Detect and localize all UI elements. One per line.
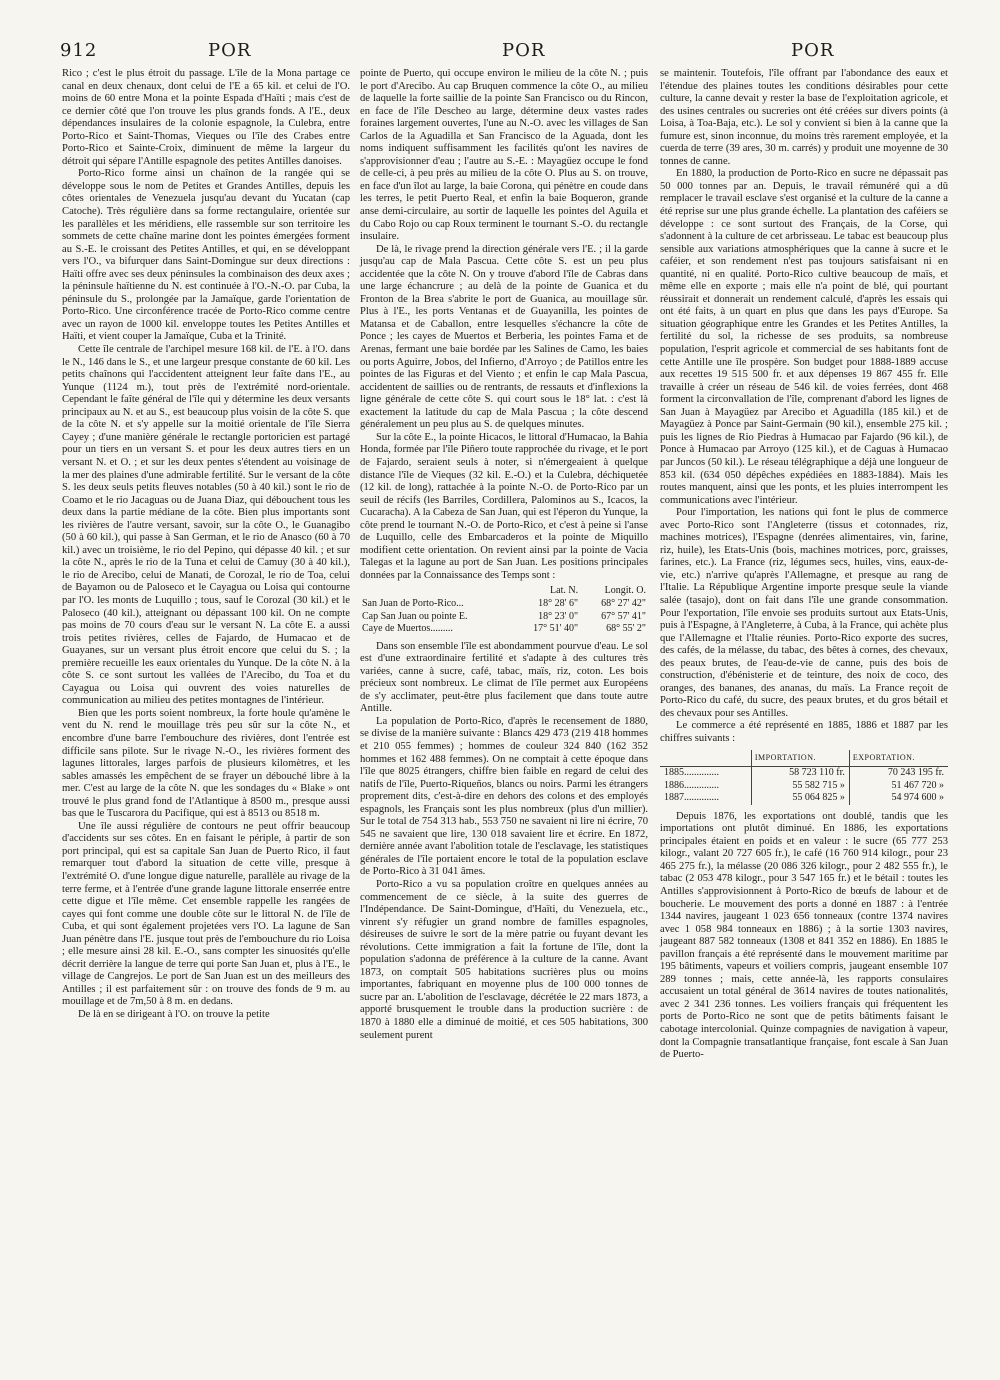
table-row xyxy=(660,792,948,805)
paragraph: Cette île centrale de l'archipel mesure 168 kil. de l'E. à l'O. dans le N., 146 dans le S., et une largeur presque constante de 60 kil. Les petits chaînons qui l'accidentent atteignent leur faîte dans l'E., au Yunque (1124 m.), tout près de l'extrémité nord-orientale. Cependant le faîte général de l'île qui y détermine les deux versants principaux au N. et au S., est beaucoup plus voisin de la côte S. que de la côte N. et s'y appelle sur la moitié orientale de l'île Sierra Cayey ; d'une manière générale le rectangle portoricien est partagé pour un tiers en un versant S. et pour les deux autres tiers en un versant N. et O. ; et sur les deux pentes s'étendent au voisinage de la mer des plaines d'une admirable fertilité. Sur le versant de la côte S. les deux seuls petits fleuves notables (50 à 40 kil.) sont le rio de Coamo et le rio Jacaguas ou de Juana Diaz, qui débouchent tous les deux dans la partie médiane de la côte. Bien plus importants sont les rivières de l'autre versant, savoir, sur la côte O., le Guanagibo (50 à 60 kil.), qui passe à San German, et le rio de Anasco (60 à 70 kil.) avec un troisième, le rio del Pepino, qui dépasse 40 kil. ; et sur la côte N., après le rio de la Tuna et celui de Camuy (30 à 40 kil.), le rio de Arecibo, celui de Manati, de Corozal, le rio de Toa, celui de Bayamon ou de Paloseco et le Cayagua ou Loisa qui contourne par l'O. les monts de Luquillo ; tous, sauf le Corozal (30 kil.) et le Paloseco (40 kil.), atteignant ou dépassant 100 kil. On ne compte pas moins de 70 cours d'eau sur le versant N. La côte E. a aussi trois petites rivières, celles de Fajardo, de Humacao et de Guayanes, sur un versant plus étroit encore que celui du S. ; la première recueille les eaux orientales du Yunque. De la côte N. à la côte S. ce sont surtout les vallées de l'Arecibo, du Toa et du Cayagua ou Loisa qui ouvrent des voies naturelles de communication au milieu des petites montagnes de l'intérieur. xyxy=(62,344,350,707)
table-cell: 17° 51' 40" xyxy=(533,623,579,635)
table-cell: 1887.............. xyxy=(664,792,719,804)
table-cell: 1885.............. xyxy=(664,767,719,779)
table-row xyxy=(660,780,948,793)
paragraph: Depuis 1876, les exportations ont doublé, tandis que les importations ont plutôt diminué. En 1886, les exportations principales étaient en poids et en valeur : le sucre (65 777 253 kilogr., valant 20 727 605 fr.), le café (16 760 914 kilogr., pour 23 465 275 fr.), la mélasse (20 086 326 kilogr., pour 2 482 555 fr.), le tabac (2 053 478 kilogr., pour 3 547 165 fr.) et le bétail : toutes les Antilles s'approvisionnent à Porto-Rico de bœufs de labour et de boucherie. Le mouvement des ports a donné en 1887 : à l'entrée 1344 navires, jaugeant 1 023 656 tonneaux (contre 1374 navires avec 1 058 984 tonneaux en 1886) ; à la sortie 1303 navires, jaugeant 887 582 tonneaux (1308 et 841 352 en 1886). En 1885 le pavillon français a été représenté dans le mouvement maritime par 195 bâtiments, vapeurs et voiliers compris, jaugeant ensemble 107 289 tonnes ; mais, cette année-là, les rapports consulaires accusaient un total général de 3614 navires de toutes nationalités, avec 2 341 236 tonnes. Les voiliers français qui fréquentent les ports de Porto-Rico ne sont que de petits bâtiments faisant le cabotage intercolonial. Quinze compagnies de navigation à vapeur, dont la Compagnie transatlantique française, font escale à San Juan de Puerto- xyxy=(660,810,948,1061)
running-head-right: POR xyxy=(791,40,835,61)
table-row xyxy=(660,767,948,780)
paragraph: De là, le rivage prend la direction générale vers l'E. ; il la garde jusqu'au cap de Mala Pascua. Cette côte S. est un peu plus accidentée que la côte N. On y trouve d'abord l'île de Cabras dans une large échancrure ; au delà de la pointe de Guanica et du Fronton de la Brea s'abrite le port de Guanica, au mouillage sûr. Plus à l'E., les ports Ventanas et de Guayanilla, les pointes de Matansa et de Caballon, entre lesquelles s'échancre la côte de Ponce ; les cayes de Muertos et Berberia, les pointes Fama et de Arenas, fermant une baie bordée par les Salines de Camo, les baies ou ports Aguirre, Jobos, del Infierno, d'Arroyo ; de Patillos entre les pointes de las Figuras et del Viento ; et enfin le cap Mala Pascua, accidentent de saillies ou de rentrants, de ressauts et d'inflexions la ligne générale de cette côte S. qui court sous le 18° lat. : c'est là exactement la latitude du cap de Mala Pascua ; la côte descend généralement un peu plus au S. de quelques minutes. xyxy=(360,243,648,431)
text-column-1 xyxy=(62,68,350,1022)
table-cell: 58 723 110 fr. xyxy=(751,767,849,780)
table-cell: 67° 57' 41" xyxy=(601,610,646,622)
table-row xyxy=(360,598,648,611)
table-cell: 1886.............. xyxy=(664,779,719,791)
table-cell: 68° 55' 2" xyxy=(606,623,646,635)
paragraph: pointe de Puerto, qui occupe environ le milieu de la côte N. ; puis le port d'Arecibo. Au cap Bruquen commence la côte O., au milieu de laquelle la forte saillie de la pointe San Francisco ou du Rincon, en face de l'île Descheo au large, détermine deux vastes rades foraines largement ouvertes, l'une au N.-O. avec les villages de San Carlos de la Aguadilla et San Francisco de la Aguada, dont les noms indiquent suffisamment les facilités qu'ont les navires de s'approvisionner d'eau ; l'autre au S.-E. : Mayagüez occupe le fond de celle-ci, à peu près au milieu de la côte O. Plus au S. on trouve, en face d'un îlot au large, la baie Corona, qui pénètre en coude dans les terres, le petit Puerto Real, et enfin la baie Boqueron, grande anse demi-circulaire, au sortir de laquelle les pointes del Aguila et du Cabo Rojo ou cap Roux terminent le tournant S.-O. du rectangle insulaire. xyxy=(360,68,648,243)
paragraph: En 1880, la production de Porto-Rico en sucre ne dépassait pas 50 000 tonnes par an. Depuis, le travail rémunéré qui a dû remplacer le travail esclave s'est organisé et la culture de la canne a été reprise sur une plus grande échelle. La plantation des caféiers se développe : ce sont surtout des Français, de la Corse, qui s'adonnent à la culture de cet arbrisseau. Le tabac est beaucoup plus sensible aux variations atmosphériques que la canne à sucre et le caféier, et son rendement n'est pas toujours satisfaisant ni en quantité, ni en qualité. Porto-Rico cultive beaucoup de maïs, et même elle en exporte ; mais elle n'a point de blé, qui pourtant réussirait et donnerait un rendement calculé, d'après les essais qui ont été faits, à un quart en plus que dans les pays d'Europe. Sa situation géographique entre les Grandes et les Petites Antilles, la fertilité du sol, la richesse de ses produits, sa nombreuse population, l'esprit agricole et commercial de ses habitants font de cette Antille une île prospère. Son budget pour 1888-1889 accuse aux recettes 19 515 500 fr. et aux dépenses 19 867 455 fr. Elle travaille à créer un réseau de 546 kil. de voies ferrées, dont 468 forment la circonvallation de l'île, comprenant d'abord les lignes de San Juan à Mayagüez par Arecibo et Aguadilla (185 kil.) et de Mayagüez à Ponce par Saint-Germain (90 kil.), ensemble 275 kil. ; puis les lignes de Rio Piedras à Humacao par Fajardo (96 kil.), de Ponce à Humacao par Arroyo (125 kil.), et de Caguas à Humacao par Juncos (50 kil.). Le réseau télégraphique a déjà une longueur de 853 kil. (634 050 dépêches expédiées en 1883-1884). Mais les routes manquent, ainsi que les ponts, et les pluies interrompent les communications avec l'intérieur. xyxy=(660,168,948,506)
paragraph: Sur la côte E., la pointe Hicacos, le littoral d'Humacao, la Bahia Honda, formée par l'île Piñero toute rapprochée du rivage, et le port de Fajardo, seraient seuls à noter, si n'émergeaient à quelque distance l'île de Vieques (32 kil. E.-O.) et la Culebra, déchiquetée (12 kil. de long), rattachée à la pointe N.-O. de Porto-Rico par un seuil de récifs (les Barriles, Cordillera, Palominos au S., Icacos, la Cucaracha). A la Cabeza de San Juan, qui est l'éperon du Yunque, la côte prend le tournant N.-O. de Porto-Rico, et c'est à peine si l'anse de Luquillo, celle des Embarcaderos et la pointe de Miquillo modifient cette orientation. On revient ainsi par la pointe de Vacia Talegas et la lagune au port de San Juan. Les positions principales données par la Connaissance des Temps sont : xyxy=(360,431,648,581)
table-cell: Caye de Muertos......... xyxy=(362,623,453,635)
coordinates-header-cell: Lat. N. xyxy=(550,585,579,597)
trade-header-cell xyxy=(660,750,751,767)
table-cell: 55 064 825 » xyxy=(751,792,849,805)
trade-table xyxy=(660,750,948,805)
coordinates-header-cell xyxy=(360,585,512,598)
paragraph: Le commerce a été représenté en 1885, 1886 et 1887 par les chiffres suivants : xyxy=(660,720,948,744)
coordinates-header-cell: Longit. O. xyxy=(604,585,646,597)
table-cell: 54 974 600 » xyxy=(849,792,948,805)
paragraph: Porto-Rico forme ainsi un chaînon de la rangée qui se développe sous le nom de Petites et Grandes Antilles, depuis les côtes orientales de Venezuela jusqu'au devant du Yucatan (cap Catoche). Très régulière dans sa forme rectangulaire, orientée sur les parallèles et les méridiens, elle rassemble sur son territoire les sommets de cette chaîne marine dont les pointes émergées forment au S.-E. le croissant des Petites Antilles, et qui, en se développant vers l'O., va bifurquer dans Saint-Domingue sur deux directions : Haïti offre avec ses deux péninsules la combinaison des deux axes ; la péninsule haïtienne du N. est continuée à l'O.-N.-O. par Cuba, la péninsule du S., prolongée par la Jamaïque, garde l'orientation de Porto-Rico. Une circonférence tracée de Porto-Rico comme centre avec un rayon de 1000 kil. enveloppe toutes les Petites Antilles et Haïti, et vient couper la Jamaïque, Cuba et la Trinité. xyxy=(62,168,350,343)
table-cell: 70 243 195 fr. xyxy=(849,767,948,780)
table-cell: 68° 27' 42" xyxy=(601,597,646,609)
coordinates-header-row xyxy=(360,585,648,598)
trade-header-row xyxy=(660,750,948,767)
table-cell: 18° 23' 0" xyxy=(538,610,579,622)
table-cell: Cap San Juan ou pointe E. xyxy=(362,610,468,622)
paragraph: Bien que les ports soient nombreux, la forte houle qu'amène le vent du N. rend le mouillage très peu sûr sur la côte N., et encombre d'une barre l'embouchure des rivières, dont l'entrée est difficile sans pilote. Sur le rivage N.-O., les rivières forment des lagunes littorales, larges parfois de plusieurs kilomètres, et les sables amassés les empêchent de se frayer un débouché libre à la mer. C'est au large de la côte N. que les sondages du « Blake » ont trouvé le plus grand fond de l'Atlantique à 8500 m., presque aussi bas que le Tuscarora du Pacifique, qui est à 8513 ou 8518 m. xyxy=(62,707,350,820)
coordinates-table xyxy=(360,585,648,635)
table-cell: San Juan de Porto-Rico... xyxy=(362,597,464,609)
trade-header-cell: IMPORTATION. xyxy=(751,750,849,767)
paragraph: Dans son ensemble l'île est abondamment pourvue d'eau. Le sol est d'une extraordinaire fertilité et s'adapte à des cultures très variées, canne à sucre, café, tabac, maïs, riz, coton. Les bois précieux sont nombreux. Le climat de l'île permet aux Européens de s'y acclimater, peut-être plus facilement que dans toute autre Antille. xyxy=(360,640,648,715)
paragraph: Rico ; c'est le plus étroit du passage. L'île de la Mona partage ce canal en deux chenaux, dont celui de l'E a 65 kil. et celui de l'O. moins de 60 entre Mona et la pointe Espada d'Haïti ; mais c'est de ce dernier côté que l'on trouve les plus grands fonds. A l'E., deux dépendances insulaires de la colonie espagnole, la Culebra, entre Porto-Rico et Saint-Thomas, Vieques ou l'île des Crabes entre Porto-Rico et Sainte-Croix, diminuent de même la largeur du détroit qui sépare l'Antille espagnole des petites Antilles danoises. xyxy=(62,68,350,167)
paragraph: se maintenir. Toutefois, l'île offrant par l'abondance des eaux et l'étendue des plaines toutes les conditions désirables pour cette culture, la canne devait y rester la base de l'exploitation agricole, et des usines centrales ou sucreries ont été créées sur divers points (à Loisa, à Toa-Baja, etc.). Le sol y convient si bien à la canne que la fumure est, sinon inconnue, du moins très rarement employée, et la cuerda de terre (39 ares, 30 m. carrés) y produit une moyenne de 30 tonnes de canne. xyxy=(660,68,948,167)
table-cell: 51 467 720 » xyxy=(849,780,948,793)
text-column-3 xyxy=(660,68,948,1062)
table-row xyxy=(360,611,648,624)
paragraph: Porto-Rico a vu sa population croître en quelques années au commencement de ce siècle, à la suite des guerres de l'Indépendance. De Saint-Domingue, d'Haïti, du Venezuela, etc., vinrent s'y réfugier un grand nombre de familles espagnoles, désireuses de suivre le sort de la mère patrie ou fuyant devant les révolutions. Cette immigration a fait la fortune de l'île, dont la population s'adonna de préférence à la culture de la canne. Avant 1873, on comptait 505 habitations sucrières plus ou moins importantes, fabriquant en moyenne plus de 100 000 tonnes de sucre par an. L'abolition de l'esclavage, décrétée le 22 mars 1873, a apporté brusquement le trouble dans la production sucrière : de 1870 à 1880 elle a diminué de moitié, et ces 505 habitations, 300 seulement purent xyxy=(360,879,648,1041)
paragraph: Une île aussi régulière de contours ne peut offrir beaucoup d'accidents sur ses côtes. En en faisant le périple, à partir de son port principal, qui est sa capitale San Juan de Puerto Rico, il faut remarquer tout d'abord la situation de cette ville, presque à l'extrémité O. d'une longue digue naturelle, parallèle au rivage de la terre ferme, et à l'entrée d'une grande lagune littorale enserrée entre cette digue et l'île même. Cet ensemble rappelle les rangées de cayes qui font comme une double côte sur le littoral N. de l'île de Cuba, et qui sont également projetées vers l'O. La lagune de San Juan pénètre dans l'E. jusque tout près de l'embouchure du rio Loisa ; elle mesure ainsi 28 kil. E.-O., sans compter les sinuosités qu'elle décrit derrière la langue de terre qui porte San Juan et, plus à l'E., le village de Cangrejos. Le port de San Juan est un des meilleurs des Antilles ; il est parfaitement sûr : on trouve des fonds de 9 m. au mouillage et de 7m,50 à 8 m. en dedans. xyxy=(62,820,351,1008)
table-row xyxy=(360,623,648,636)
text-column-2 xyxy=(360,68,648,1042)
trade-header-cell: EXPORTATION. xyxy=(849,750,948,767)
paragraph: La population de Porto-Rico, d'après le recensement de 1880, se divise de la manière suivante : Blancs 429 473 (219 418 hommes et 210 055 femmes) ; hommes de couleur 324 840 (162 352 hommes et 162 488 femmes). On ne comptait à cette époque dans l'île que 8025 étrangers, chiffre bien faible en regard de celui des natifs de l'île, Puerto-Riqueños, blancs ou noirs. Parmi les étrangers proprement dits, c'est-à-dire en dehors des colons et des employés espagnols, les Français sont les plus nombreux (plus d'un millier). Sur le total de 754 313 hab., 553 750 ne savaient ni lire ni écrire, 70 545 ne savaient que lire, 130 018 savaient lire et écrire. En 1872, dernière année avant l'abolition totale de l'esclavage, les statistiques générales de l'île portaient encore le total de la population esclave de Porto-Rico à 31 041 âmes. xyxy=(360,715,648,878)
paragraph: Pour l'importation, les nations qui font le plus de commerce avec Porto-Rico sont l'Angleterre (tissus et cotonnades, riz, machines motrices), l'Espagne (denrées alimentaires, vin, farine, riz, huile), les Etats-Unis (bois, machines motrices, porc, graisses, farines, etc.). La France (riz, légumes secs, huiles, vins, eaux-de-vie, etc.) n'arrive qu'après l'Allemagne, et presque au rang de l'Italie. La République Argentine importe presque seule la viande salée (tasajo), dont on fait dans l'île une grande consommation. Pour l'exportation, l'île envoie ses produits surtout aux Etats-Unis, puis à l'Espagne, à l'Angleterre, à Cuba, à la France, qui achète plus que l'Allemagne et l'Italie réunies. Porto-Rico exporte des sucres, des cafés, de la mélasse, du tabac, des bêtes à cornes, des chevaux, des peaux brutes, de l'eau-de-vie de canne, puis des bois de construction, d'ébénisterie et de teinture, des noix de coco, des oranges, des bananes, des ananas, du maïs. La France reçoit de Porto-Rico du café, du sucre, des peaux brutes, et du gros bétail et des chevaux pour ses Antilles. xyxy=(660,507,948,719)
table-cell: 55 582 715 » xyxy=(751,780,849,793)
paragraph: De là en se dirigeant à l'O. on trouve la petite xyxy=(78,1009,270,1021)
running-head-left: POR xyxy=(208,40,252,61)
page-number: 912 xyxy=(60,40,98,61)
running-head-center: POR xyxy=(502,40,546,61)
table-cell: 18° 28' 6" xyxy=(538,597,579,609)
